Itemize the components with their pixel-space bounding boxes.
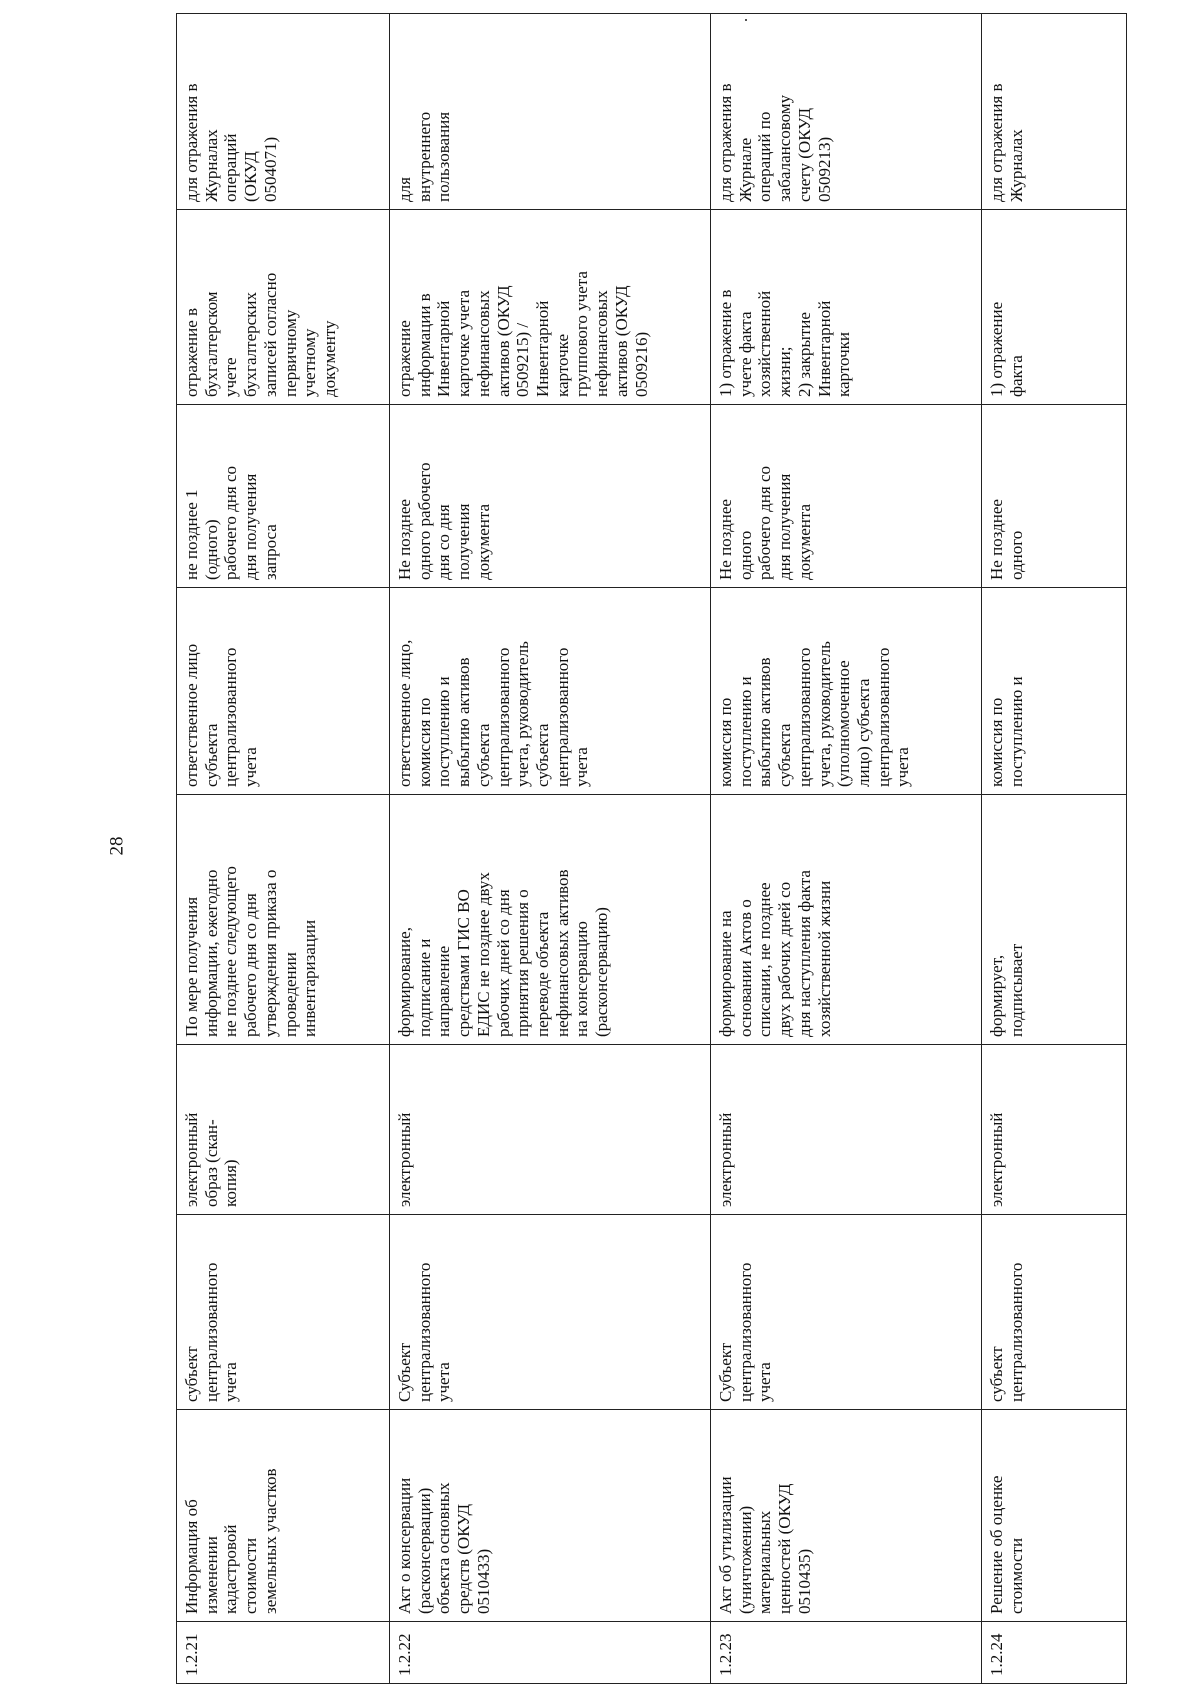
register-note: для внутреннего пользования bbox=[390, 14, 711, 210]
document-form: электронный bbox=[711, 1045, 982, 1215]
table-row bbox=[390, 14, 711, 1684]
procedure-and-deadline: формирование, подписание и направление средствами ГИС ВО ЕДИС не позднее двух рабочих дней со дня принятия решения о переводе объекта нефинансовых активов на консервацию (расконсервацию) bbox=[390, 795, 711, 1045]
submission-deadline: не позднее 1 (одного) рабочего дня со дня получения запроса bbox=[177, 405, 390, 588]
creator: субъект централизованного bbox=[982, 1215, 1127, 1410]
submission-deadline: Не позднее одного bbox=[982, 405, 1127, 588]
table-row bbox=[982, 14, 1127, 1684]
accounting-action: 1) отражение факта bbox=[982, 210, 1127, 405]
creator: субъект централизованного учета bbox=[177, 1215, 390, 1410]
row-number: 1.2.24 bbox=[982, 1622, 1127, 1684]
procedure-and-deadline: формирование на основании Актов о списании, не позднее двух рабочих дней со дня наступления факта хозяйственной жизни bbox=[711, 795, 982, 1045]
responsible-person: комиссия по поступлению и выбытию активов субъекта централизованного учета, руководитель (уполномоченное лицо) субъекта централизованного учета bbox=[711, 588, 982, 795]
table-row bbox=[711, 14, 982, 1684]
document-form: электронный bbox=[982, 1045, 1127, 1215]
document-form: электронный образ (скан- копия) bbox=[177, 1045, 390, 1215]
document-name: Акт о консервации (расконсервации) объекта основных средств (ОКУД 0510433) bbox=[390, 1410, 711, 1622]
procedure-and-deadline: формирует, подписывает bbox=[982, 795, 1127, 1045]
creator: Субъект централизованного учета bbox=[711, 1215, 982, 1410]
register-note: для отражения в Журнале операций по забалансовому счету (ОКУД 0509213) bbox=[711, 14, 982, 210]
submission-deadline: Не позднее одного рабочего дня со дня получения документа bbox=[711, 405, 982, 588]
row-number: 1.2.22 bbox=[390, 1622, 711, 1684]
row-number: 1.2.23 bbox=[711, 1622, 982, 1684]
document-name: Информация об изменении кадастровой стоимости земельных участков bbox=[177, 1410, 390, 1622]
document-form: электронный bbox=[390, 1045, 711, 1215]
page-number: 28 bbox=[106, 836, 128, 856]
submission-deadline: Не позднее одного рабочего дня со дня получения документа bbox=[390, 405, 711, 588]
table-row bbox=[177, 14, 390, 1684]
register-note: для отражения в Журналах операций (ОКУД 0504071) bbox=[177, 14, 390, 210]
responsible-person: ответственное лицо субъекта централизованного учета bbox=[177, 588, 390, 795]
procedure-and-deadline: По мере получения информации, ежегодно не позднее следующего рабочего дня со дня утверждения приказа о проведении инвентаризации bbox=[177, 795, 390, 1045]
responsible-person: комиссия по поступлению и bbox=[982, 588, 1127, 795]
document-name: Акт об утилизации (уничтожении) материальных ценностей (ОКУД 0510435) bbox=[711, 1410, 982, 1622]
document-name: Решение об оценке стоимости bbox=[982, 1410, 1127, 1622]
creator: Субъект централизованного учета bbox=[390, 1215, 711, 1410]
documents-table bbox=[176, 13, 1127, 1684]
accounting-action: отражение информации в Инвентарной карточке учета нефинансовых активов (ОКУД 0509215) / Инвентарной карточке группового учета нефинансовых активов (ОКУД 0509216) bbox=[390, 210, 711, 405]
responsible-person: ответственное лицо, комиссия по поступлению и выбытию активов субъекта централизованного учета, руководитель субъекта централизованного учета bbox=[390, 588, 711, 795]
accounting-action: отражение в бухгалтерском учете бухгалтерских записей согласно первичному учетному документу bbox=[177, 210, 390, 405]
row-number: 1.2.21 bbox=[177, 1622, 390, 1684]
rotated-table-wrapper bbox=[176, 14, 1096, 1684]
register-note: для отражения в Журналах bbox=[982, 14, 1127, 210]
accounting-action: 1) отражение в учете факта хозяйственной жизни; 2) закрытие Инвентарной карточки bbox=[711, 210, 982, 405]
